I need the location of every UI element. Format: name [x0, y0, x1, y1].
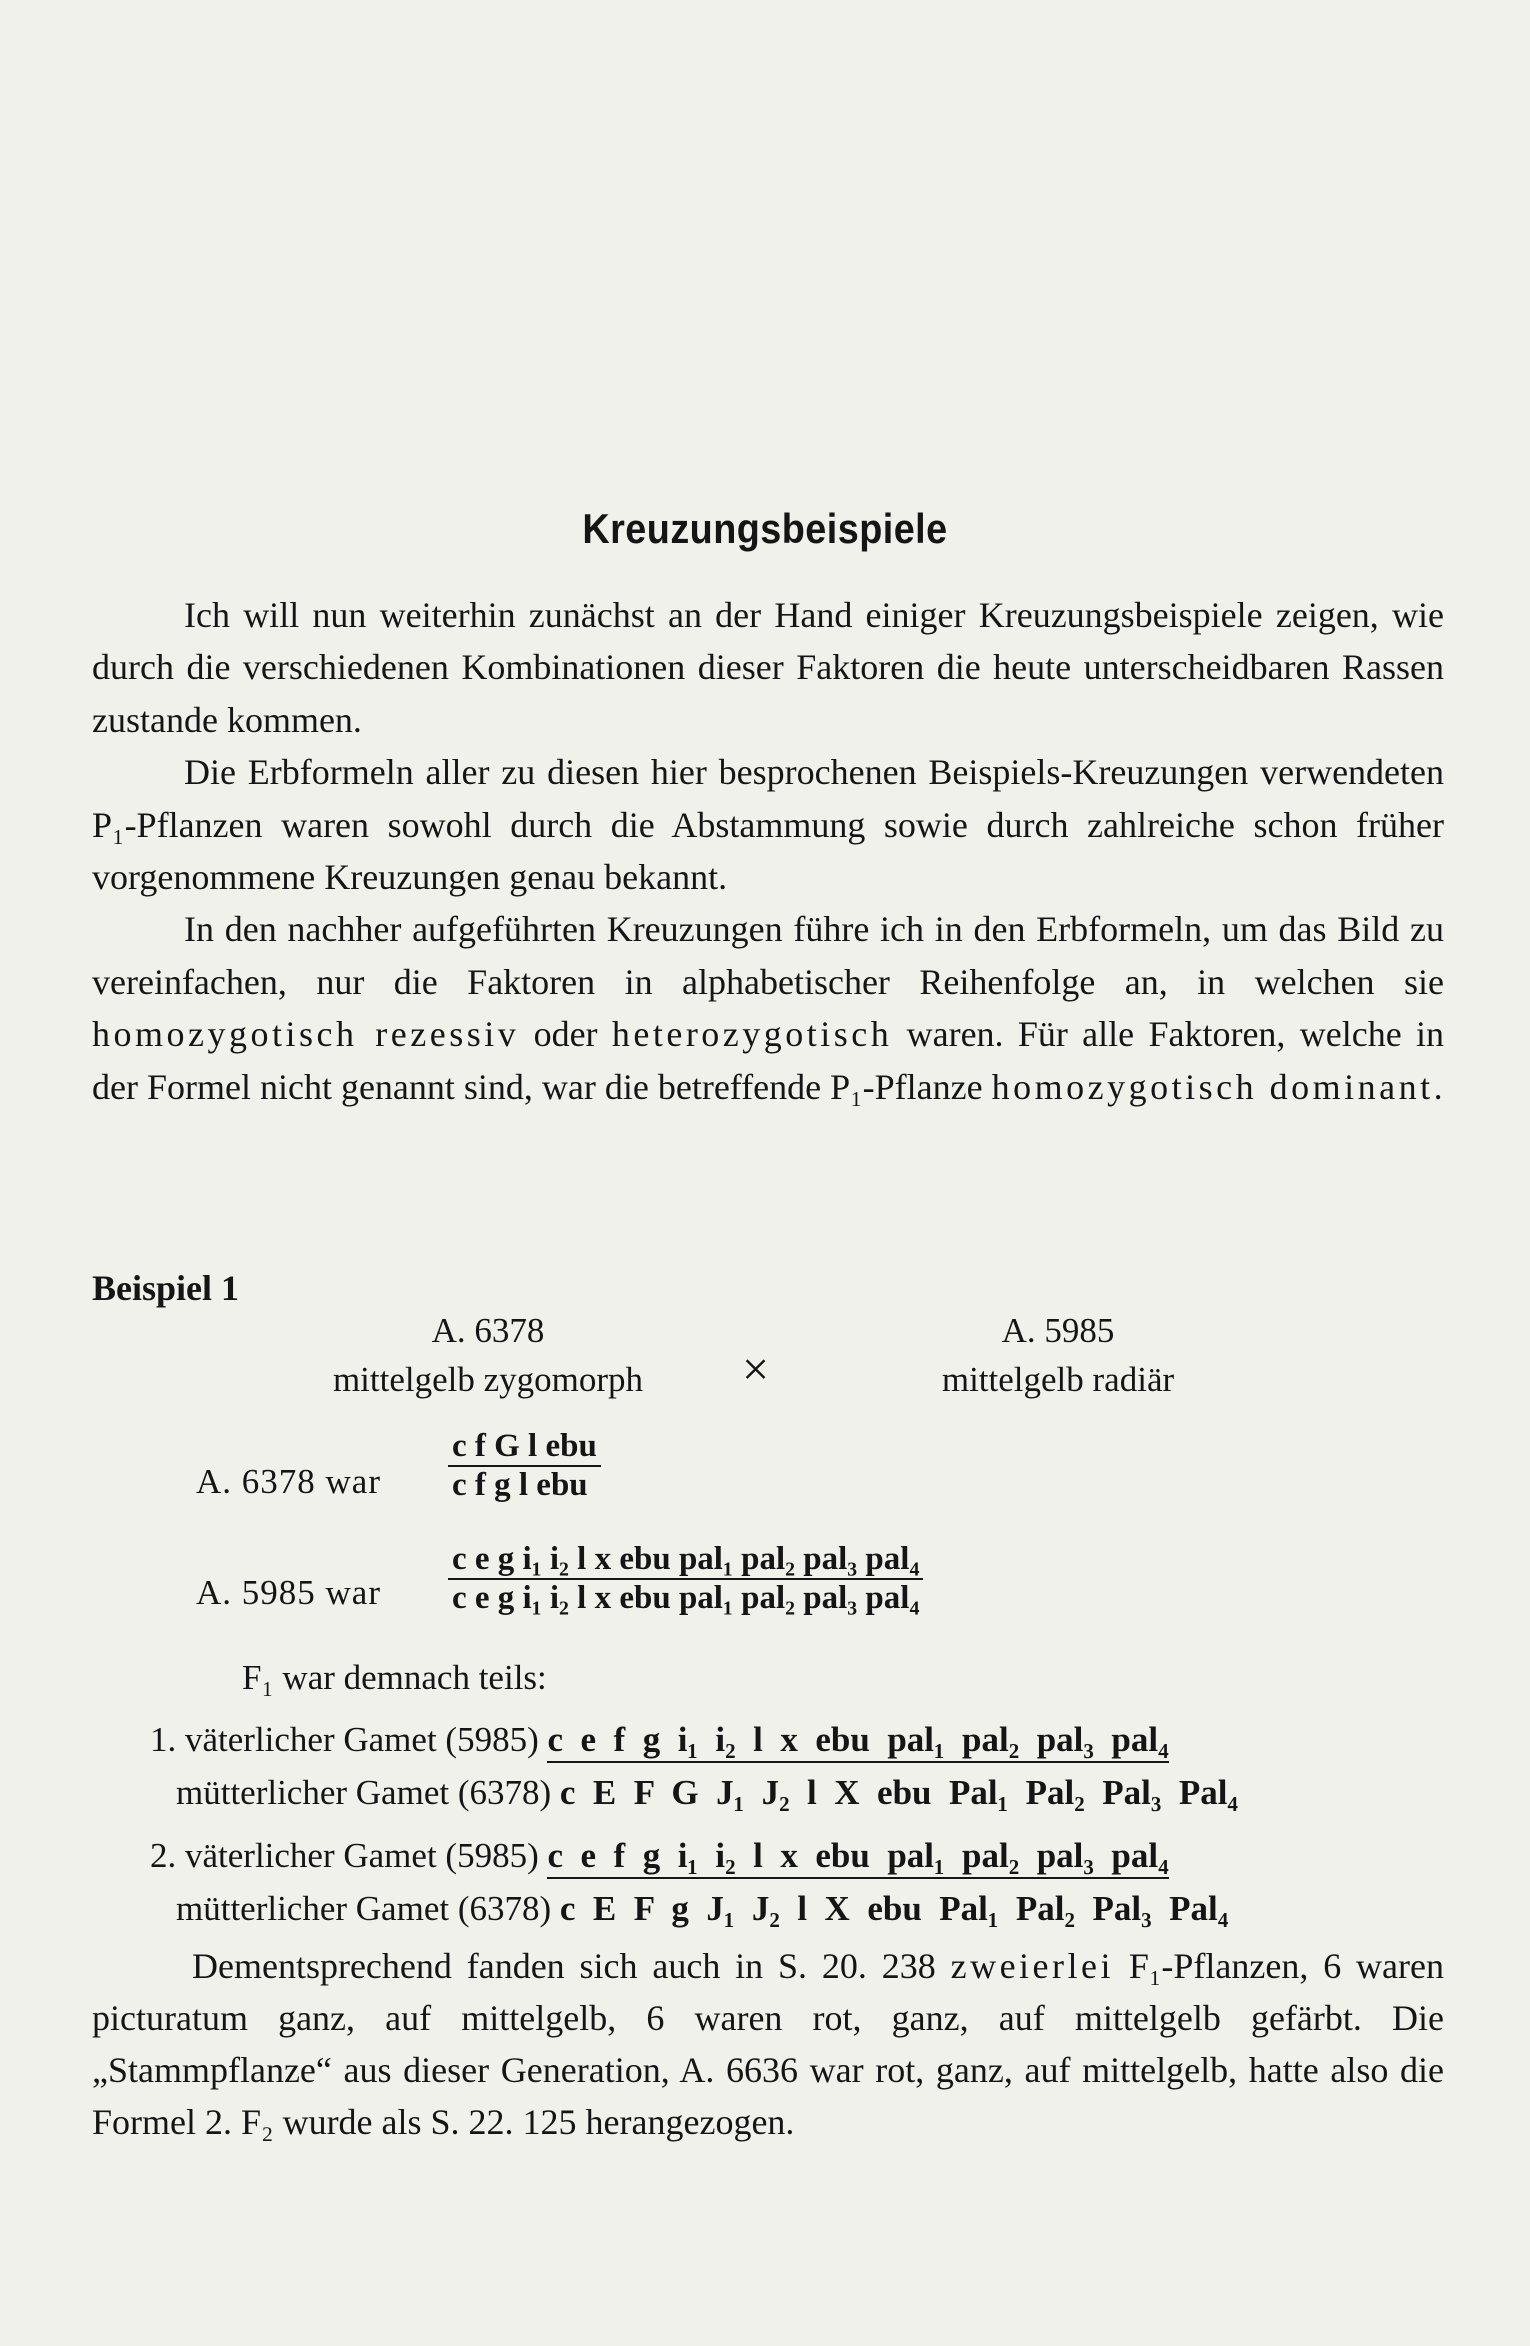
spaced-term-heterozygous: heterozygotisch: [611, 1014, 893, 1055]
combination-2-paternal-formula: c e f g i₁ i₂ l x ebu pal₁ pal₂ pal₃ pal₄: [547, 1836, 1168, 1879]
combination-1-number: 1.: [150, 1720, 177, 1759]
spaced-term-two-kinds: zweierlei: [950, 1946, 1114, 1986]
combination-2-maternal-formula: c E F g J₁ J₂ l X ebu Pal₁ Pal₂ Pal₃ Pal₄: [559, 1889, 1229, 1928]
paragraph-2: Die Erbformeln aller zu diesen hier besprochenen Beispiels-Kreuzungen verwendeten P₁-Pflanzen waren sowohl durch die Abstammung sowie durch zahlreiche schon früher vorgenommene Kreuzungen genau bekannt.: [92, 752, 1444, 898]
f1-intro: F₁ war demnach teils:: [242, 1658, 547, 1697]
cross-symbol: ×: [742, 1343, 770, 1396]
formula-2: [448, 1541, 923, 1617]
example-heading: Beispiel 1: [92, 1268, 240, 1308]
parent-left-desc: mittelgelb zygomorph: [332, 1360, 644, 1399]
combination-2-maternal-label: mütterlicher Gamet (6378): [176, 1889, 552, 1928]
parent-left: [278, 1306, 698, 1404]
parent-left-id: A. 6378: [431, 1311, 545, 1350]
closing-paragraph: [92, 1940, 1444, 2148]
formula-2-denominator: c e g i₁ i₂ l x ebu pal₁ pal₂ pal₃ pal₄: [448, 1578, 923, 1617]
paragraph-1: Ich will nun weiterhin zunächst an der Hand einiger Kreuzungsbeispiele zeigen, wie durch die verschiedenen Kombinationen dieser Faktoren die heute unterscheidbaren Rassen zustande kommen.: [92, 595, 1444, 740]
combination-1-paternal-formula: c e f g i₁ i₂ l x ebu pal₁ pal₂ pal₃ pal₄: [547, 1720, 1168, 1763]
combination-2-paternal: [150, 1836, 1169, 1876]
parent-right: [878, 1306, 1238, 1404]
paragraph-3-part-e: waren. Für alle Faktoren, welche in der Formel nicht genannt sind, war die betreffende P₁-Pflanze: [92, 1014, 1445, 1107]
combination-2-number: 2.: [150, 1836, 177, 1875]
combination-2-paternal-label: väterlicher Gamet (5985): [185, 1836, 539, 1875]
paragraph-3-part-c: oder: [519, 1014, 612, 1055]
intro-text: [92, 589, 1444, 1113]
combination-2-maternal: [176, 1889, 1228, 1929]
section-title: Kreuzungsbeispiele: [582, 505, 948, 552]
formula-1-numerator: c f G l ebu: [452, 1428, 597, 1464]
closing-part-a: Dementsprechend fanden sich auch in S. 20. 238: [192, 1946, 951, 1986]
combination-1-maternal-formula: c E F G J₁ J₂ l X ebu Pal₁ Pal₂ Pal₃ Pal₄: [559, 1773, 1238, 1812]
spaced-term-homozygous-dominant: homozygotisch dominant: [991, 1066, 1434, 1107]
parent-right-id: A. 5985: [1001, 1311, 1115, 1350]
closing-part-c: F₁-Pflanzen, 6 waren picturatum ganz, auf mittelgelb, 6 waren rot, ganz, auf mittelgelb gefärbt. Die „Stammpflanze“ aus dieser Generation, A. 6636 war rot, ganz, auf mittelgelb, hatte also die Formel 2. F₂ wurde als S. 22. 125 herangezogen.: [92, 1946, 1444, 2142]
formula-2-label: A. 5985 war: [196, 1573, 381, 1612]
spaced-term-homozygous-recessive: homozygotisch rezessiv: [92, 1014, 520, 1055]
formula-1-label: A. 6378 war: [196, 1462, 381, 1501]
formula-2-numerator: c e g i₁ i₂ l x ebu pal₁ pal₂ pal₃ pal₄: [452, 1541, 920, 1577]
combination-1-maternal: [176, 1773, 1238, 1813]
paragraph-3-part-a: In den nachher aufgeführten Kreuzungen führe ich in den Erbformeln, um das Bild zu vereinfachen, nur die Faktoren in alphabetischer Reihenfolge an, in welchen sie: [92, 909, 1444, 1002]
paragraph-3-part-g: .: [1433, 1066, 1443, 1107]
combination-1-paternal-label: väterlicher Gamet (5985): [185, 1720, 539, 1759]
formula-1: [448, 1428, 601, 1504]
parent-right-desc: mittelgelb radiär: [941, 1360, 1175, 1399]
combination-1-maternal-label: mütterlicher Gamet (6378): [176, 1773, 552, 1812]
formula-1-denominator: c f g l ebu: [448, 1465, 601, 1504]
paragraph-3: [92, 903, 1444, 1113]
combination-1-paternal: [150, 1720, 1169, 1760]
